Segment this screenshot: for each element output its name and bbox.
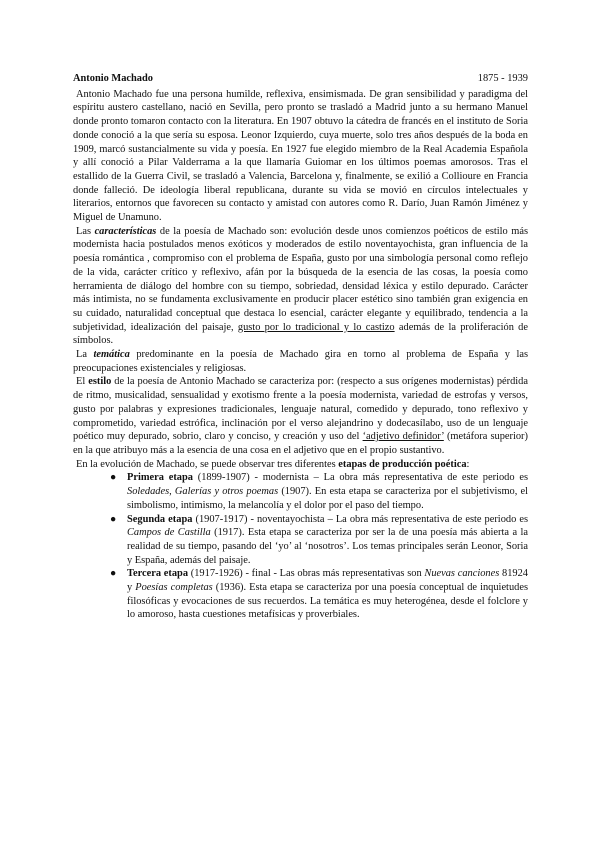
caracteristicas-pre: Las	[76, 225, 95, 237]
etapas-list	[73, 471, 528, 622]
caracteristicas-keyword: características	[94, 225, 157, 237]
evolucion-paragraph	[73, 458, 528, 472]
estilo-pre: El	[76, 376, 89, 388]
list-item	[110, 471, 528, 512]
tematica-paragraph	[73, 348, 528, 375]
author-dates: 1875 - 1939	[477, 73, 528, 84]
etapa-name: Tercera etapa	[127, 568, 189, 580]
etapa-work: Soledades, Galerías y otros poemas	[127, 486, 279, 498]
etapa-text: (1899-1907) - modernista – La obra más representativa de este periodo es	[192, 472, 528, 484]
tematica-keyword: temática	[93, 349, 130, 361]
author-title: Antonio Machado	[73, 73, 153, 84]
etapa-text: (1907). En esta etapa se caracteriza por el subjetivismo, el simbolismo, intimismo, la melancolía y el dolor por el paso del tiempo.	[127, 486, 528, 511]
etapa-text: (1917). Esta etapa se caracteriza por ser la de una poesía más abierta a la realidad de su tiempo, pasando del ‘yo’ al ‘nosotros’. Los temas principales serán Leonor, Soria y España, además del paisaje.	[127, 527, 528, 566]
estilo-body: de la poesía de Antonio Machado se caracteriza por: (respecto a sus orígenes modernistas) pérdida de ritmo, musicalidad, sensualidad y exotismo frente a la poesía modernista, variedad de estrofas y versos, gusto por palabras y expresiones tradicionales, lenguaje natural, comedido y depurado, tono reflexivo y comprometido, variedad estrófica, inclinación por el verso alejandrino y dodecasílabo, uso de un lenguaje poético muy depurado, sobrio, claro y conciso, y creación y uso del	[73, 376, 528, 443]
evolucion-end: :	[466, 458, 470, 470]
etapa-work: Poesías completas	[135, 582, 213, 594]
caracteristicas-body: de la poesía de Machado son: evolución desde unos comienzos poéticos de estilo más modernista hacia postulados menos exóticos y moderados de estilo noventayochista, gran influencia de la poesía romántica , compromiso con el problema de España, gusto por una simbología personal como reflejo de la vida, carácter crítico y reflexivo, afán por la búsqueda de la esencia de las cosas, la poesía como herramienta de diálogo del hombre con su tiempo, sobriedad, densidad léxica y estilo depurado. Carácter más intimista, no se fundamenta exclusivamente en producir placer estético sino también gran exigencia en su cuidado, naturalidad conceptual que destaca lo esencial, carácter elegante y equilibrado, tendencia a la subjetividad, idealización del paisaje,	[73, 225, 528, 333]
evolucion-keyword: etapas de producción poética	[338, 458, 467, 470]
etapa-name: Segunda etapa	[127, 513, 193, 525]
document-header	[73, 72, 528, 86]
tematica-body: predominante en la poesía de Machado gira en torno al problema de España y las preocupaciones existenciales y religiosas.	[73, 349, 529, 374]
estilo-paragraph	[73, 375, 528, 457]
tematica-pre: La	[76, 349, 94, 361]
document-page	[73, 72, 528, 622]
estilo-end: (metáfora superior) en la que atribuyo más a la esencia de una cosa en el adjetivo que en el propio sustantivo.	[73, 431, 528, 456]
etapa-name: Primera etapa	[127, 472, 193, 484]
list-item	[110, 567, 529, 622]
bullet-icon: ●	[110, 472, 117, 484]
evolucion-pre: En la evolución de Machado, se puede observar tres diferentes	[76, 458, 339, 470]
etapa-text: (1917-1926) - final - Las obras más representativas son	[188, 568, 425, 580]
list-item	[110, 513, 528, 568]
biography-paragraph	[73, 88, 528, 225]
caracteristicas-paragraph	[73, 225, 528, 348]
etapa-text: (1936). Esta etapa se caracteriza por una poesía conceptual de inquietudes filosóficas y evocaciones de sus recuerdos. La temática es muy heterogénea, desde el folclore y lo amoroso, hasta cuestiones metafísicas y proverbiales.	[127, 582, 528, 621]
estilo-keyword: estilo	[88, 376, 112, 388]
estilo-underlined: ‘adjetivo definidor’	[362, 431, 444, 443]
etapa-text: (1907-1917) - noventayochista – La obra más representativa de este periodo es	[192, 513, 528, 525]
biography-text: Antonio Machado fue una persona humilde, reflexiva, ensimismada. De gran sensibilidad y paradigma del espíritu austero castellano, nació en Sevilla, pero pronto se trasladó a Madrid junto a su hermano Manuel donde pronto tomaron contacto con la literatura. En 1907 obtuvo la cátedra de francés en el instituto de Soria donde conoció a la que sería su esposa. Leonor Izquierdo, cuya muerte, solo tres años después de la boda en 1909, marcó sustancialmente su vida y poesía. En 1927 fue elegido miembro de la Real Academia Española y allí conoció a Pilar Valderrama a la que llamaría Guiomar en los últimos poemas amorosos. Tras el estallido de la Guerra Civil, se trasladó a Valencia, Barcelona y, finalmente, se exilió a Collioure en Francia donde falleció. De ideología liberal republicana, durante su vida se movió en círculos intelectuales y literarios, entornos que favorecen su contacto y amistad con autores como R. Darío, Juan Ramón Jiménez y Miguel de Unamuno.	[73, 88, 528, 224]
caracteristicas-end: además de la proliferación de símbolos.	[73, 321, 528, 347]
etapa-work: Nuevas canciones	[424, 568, 500, 580]
bullet-icon: ●	[110, 568, 117, 580]
bullet-icon: ●	[110, 513, 117, 525]
caracteristicas-underlined: gusto por lo tradicional y lo castizo	[237, 321, 395, 333]
etapa-text: 81924 y	[127, 568, 529, 594]
etapa-work: Campos de Castilla	[127, 527, 211, 539]
